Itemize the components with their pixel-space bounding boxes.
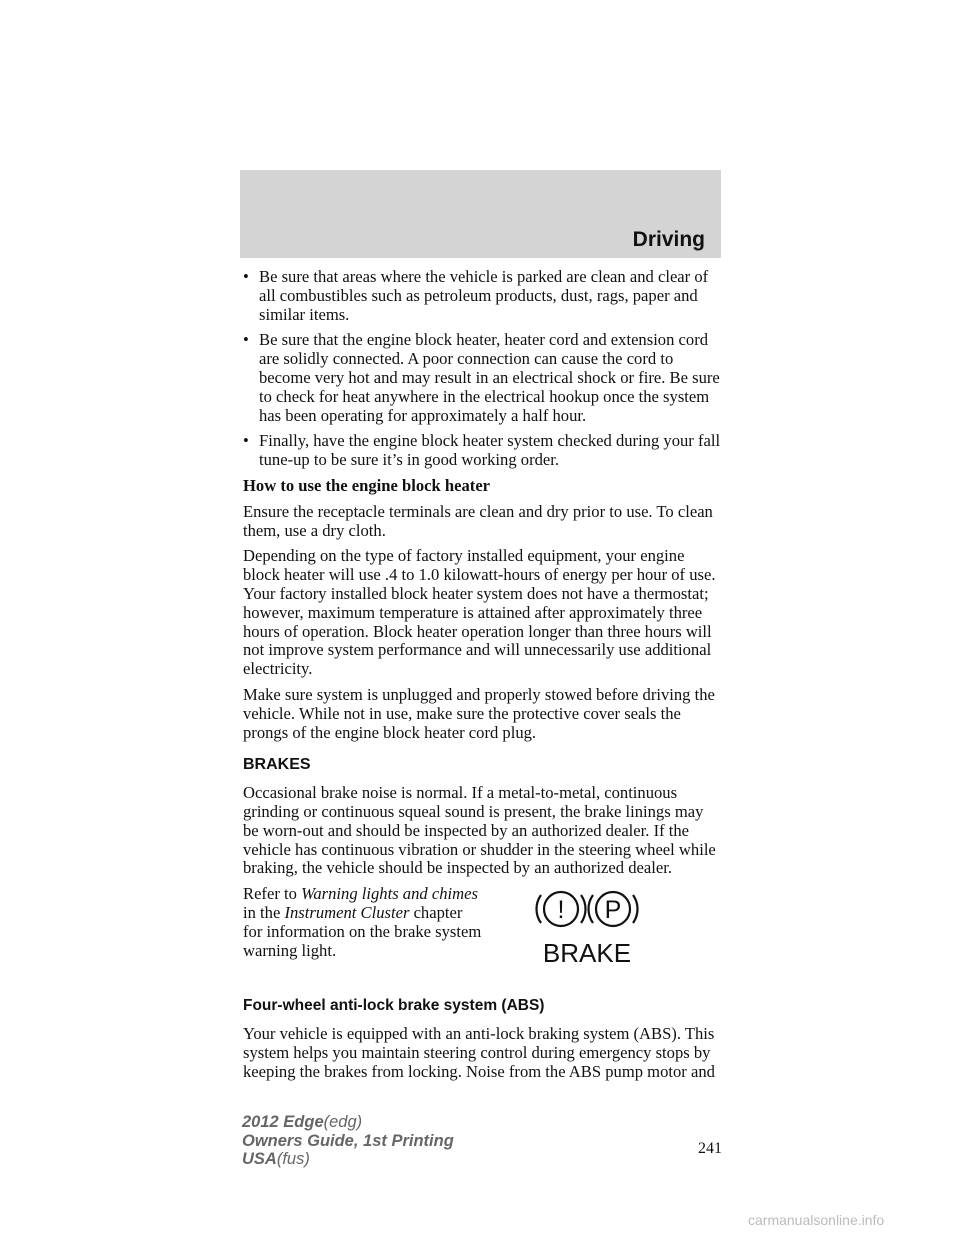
footer-country-code: (fus): [276, 1150, 310, 1168]
brake-reference-text: [243, 885, 483, 960]
bullet-text: Be sure that the engine block heater, heater cord and extension cord are solidly connected. A poor connection can cause the cord to become very hot and may result in an electrical shock or fire. Be sure to check for heat anywhere in the electrical hookup once the system has been operating for approximately a half hour.: [259, 330, 720, 425]
brake-reference: [243, 885, 723, 979]
refer-prefix: Refer to: [243, 884, 297, 904]
footer-printing: Owners Guide, 1st Printing: [242, 1131, 454, 1150]
how-to-heading: How to use the engine block heater: [243, 475, 491, 495]
how-to-paragraph: Ensure the receptacle terminals are clean and dry prior to use. To clean them, use a dry cloth.: [243, 501, 713, 540]
abs-heading: Four-wheel anti-lock brake system (ABS): [243, 997, 545, 1015]
bullet-marker: •: [243, 267, 249, 286]
refer-mid: in the: [243, 902, 281, 922]
brake-warning-icon: [527, 887, 647, 967]
watermark: carmanualsonline.info: [748, 1212, 885, 1228]
bullet-item: [243, 331, 723, 425]
bullet-item: [243, 432, 723, 470]
bullet-marker: •: [243, 330, 249, 350]
bullet-marker: •: [243, 431, 249, 451]
brake-icon-p: P: [604, 896, 622, 925]
footer-line-1: [242, 1113, 454, 1132]
footer-model: 2012 Edge: [242, 1113, 324, 1131]
section-header-band: [240, 170, 721, 258]
abs-paragraph: Your vehicle is equipped with an anti-lock braking system (ABS). This system helps you maintain steering control during emergency stops by keeping the brakes from locking. Noise from the ABS pump motor and: [243, 1023, 715, 1081]
bullet-item: [243, 268, 723, 324]
footer-line-3: [242, 1150, 454, 1169]
footer-country: USA: [242, 1150, 277, 1168]
refer-link-text: Warning lights and chimes: [301, 884, 478, 904]
footer-model-code: (edg): [323, 1113, 363, 1131]
brakes-paragraph: Occasional brake noise is normal. If a metal-to-metal, continuous grinding or continuous squeal sound is present, the brake linings may be worn-out and should be inspected by an authorized dealer. If the vehicle has continuous vibration or shudder in the steering wheel while braking, the vehicle should be inspected by an authorized dealer.: [243, 783, 716, 878]
footer-line-2: [242, 1132, 454, 1151]
brake-icon-label: BRAKE: [542, 938, 632, 968]
bullet-text: Be sure that areas where the vehicle is parked are clean and clear of all combustibles such as petroleum products, dust, rags, paper and similar items.: [259, 267, 709, 324]
bullet-text: Finally, have the engine block heater system checked during your fall tune-up to be sure it’s in good working order.: [259, 431, 721, 470]
refer-chapter: Instrument Cluster: [284, 902, 410, 922]
how-to-paragraph: Make sure system is unplugged and properly stowed before driving the vehicle. While not in use, make sure the protective cover seals the prongs of the engine block heater cord plug.: [243, 684, 715, 742]
page-body: [243, 268, 723, 1088]
how-to-paragraph: Depending on the type of factory installed equipment, your engine block heater will use .4 to 1.0 kilowatt-hours of energy per hour of use. Your factory installed block heater system does not have a thermostat; however, maximum temperature is attained after approximately three hours of operation. Block heater operation longer than three hours will not improve system performance and will unnecessarily use additional electricity.: [243, 546, 716, 679]
footer-edition: [242, 1113, 454, 1169]
section-title: Driving: [632, 228, 705, 251]
refer-suffix: chapter for information on the brake system warning light.: [243, 902, 482, 960]
page-number: 241: [698, 1140, 722, 1157]
brake-icon-exclaim: !: [557, 896, 565, 925]
brakes-heading: BRAKES: [243, 756, 311, 774]
